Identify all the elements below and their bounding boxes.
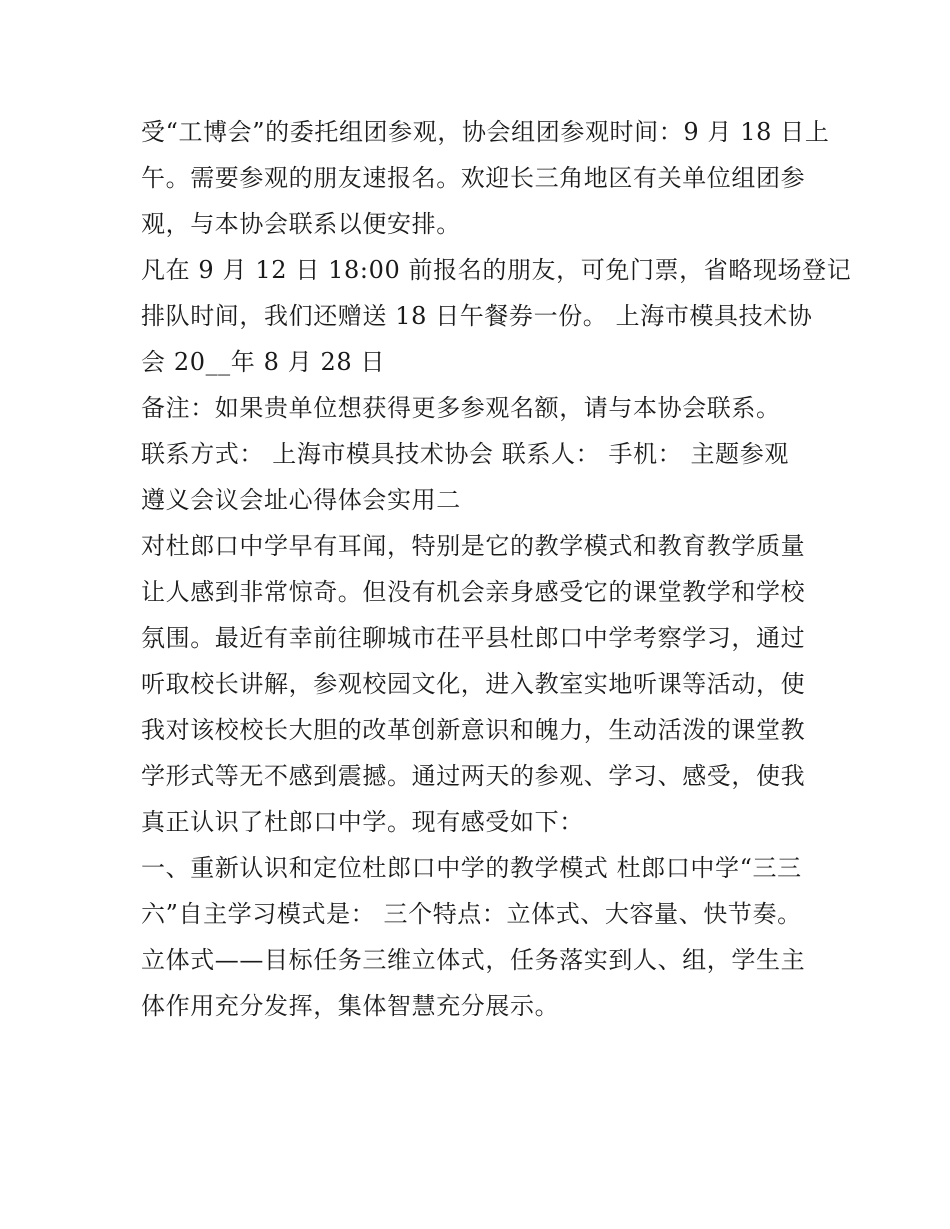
text-line: 观，与本协会联系以便安排。 <box>141 210 461 238</box>
text-line: 对杜郎口中学早有耳闻，特别是它的教学模式和教育教学质量 <box>141 532 806 560</box>
text-line: 排队时间，我们还赠送 18 日午餐券一份。 上海市模具技术协 <box>141 302 813 330</box>
text-line: 备注：如果贵单位想获得更多参观名额，请与本协会联系。 <box>141 394 781 422</box>
text-line: 学形式等无不感到震撼。通过两天的参观、学习、感受，使我 <box>141 762 806 790</box>
text-line: 真正认识了杜郎口中学。现有感受如下： <box>141 808 584 836</box>
text-line: 氛围。最近有幸前往聊城市茌平县杜郎口中学考察学习，通过 <box>141 624 806 652</box>
text-line: 我对该校校长大胆的改革创新意识和魄力，生动活泼的课堂教 <box>141 716 806 744</box>
text-line: 会 20__年 8 月 28 日 <box>141 348 386 376</box>
text-line: 受“工博会”的委托组团参观，协会组团参观时间：9 月 18 日上 <box>141 118 830 146</box>
section-heading: 遵义会议会址心得体会实用二 <box>141 486 461 514</box>
text-line: 让人感到非常惊奇。但没有机会亲身感受它的课堂教学和学校 <box>141 578 806 606</box>
document-body <box>141 109 852 1029</box>
text-line: 凡在 9 月 12 日 18:00 前报名的朋友，可免门票，省略现场登记 <box>141 256 852 284</box>
text-line: 六”自主学习模式是： 三个特点：立体式、大容量、快节奏。 <box>141 900 802 928</box>
text-line: 立体式——目标任务三维立体式，任务落实到人、组，学生主 <box>141 946 806 974</box>
text-line: 联系方式： 上海市模具技术协会 联系人： 手机： 主题参观 <box>141 440 789 468</box>
text-line: 一、重新认识和定位杜郎口中学的教学模式 杜郎口中学“三三 <box>141 854 802 882</box>
text-line: 午。需要参观的朋友速报名。欢迎长三角地区有关单位组团参 <box>141 164 806 192</box>
text-line: 体作用充分发挥，集体智慧充分展示。 <box>141 992 560 1020</box>
text-line: 听取校长讲解，参观校园文化，进入教室实地听课等活动，使 <box>141 670 806 698</box>
